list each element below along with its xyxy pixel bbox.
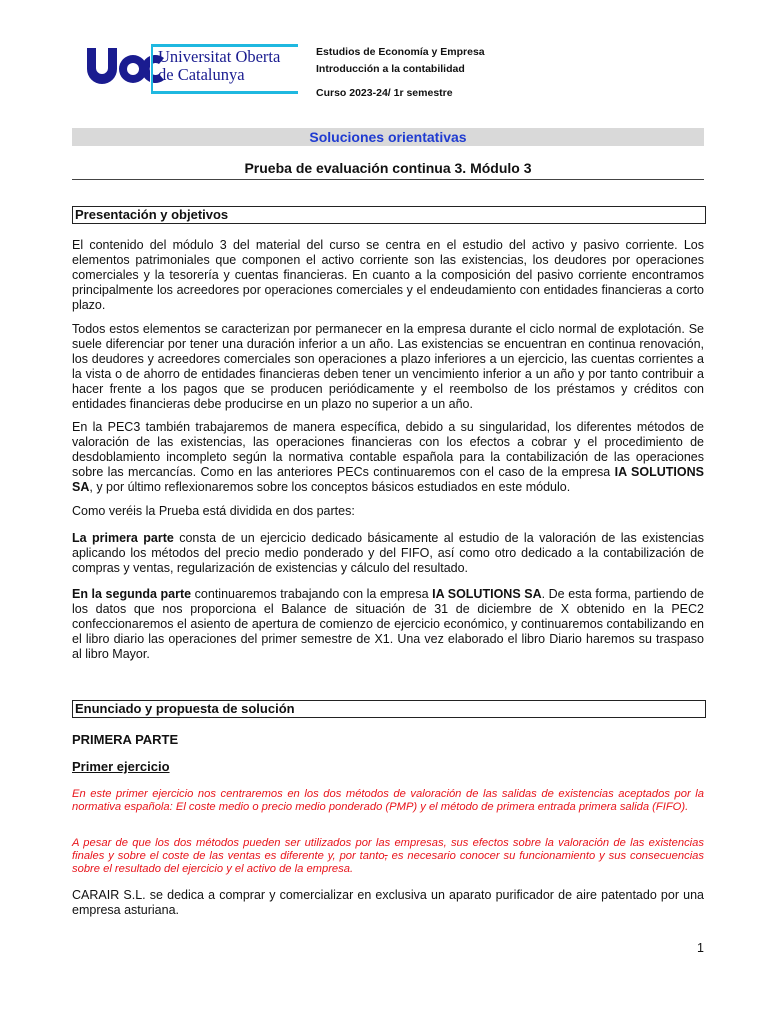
instruction-note-2: A pesar de que los dos métodos pueden ser utilizados por las empresas, sus efectos sobre la valoración de las existencias finales y sobre el coste de las ventas es diferente y, por tanto, es necesario conocer su funcionamiento y sus consecuencias sobre el resultado del ejercicio y el activo de la empresa. xyxy=(72,837,704,875)
brand-name-line2: de Catalunya xyxy=(158,65,245,84)
paragraph-4: Como veréis la Prueba está dividida en dos partes: xyxy=(72,504,355,518)
exercise-statement: CARAIR S.L. se dedica a comprar y comercializar en exclusiva un aparato purificador de aire patentado por una empresa asturiana. xyxy=(72,888,704,917)
paragraph-3: En la PEC3 también trabajaremos de manera específica, debido a su singularidad, los diferentes métodos de valoración de las existencias, las operaciones financieras con los efectos a cobrar y el procedimiento de desdoblamiento incompleto según la normativa contable española para la contabilización de las operaciones sobre las mercancías. Como en las anteriores PECs continuaremos con el caso de la empresa IA SOLUTIONS SA, y por último reflexionaremos sobre los conceptos básicos estudiados en este módulo. xyxy=(72,420,704,494)
section-heading-presentacion: Presentación y objetivos xyxy=(72,206,706,224)
exercise-heading: Primer ejercicio xyxy=(72,759,170,774)
part-heading: PRIMERA PARTE xyxy=(72,732,179,747)
paragraph-6: En la segunda parte continuaremos trabajando con la empresa IA SOLUTIONS SA. De esta forma, partiendo de los datos que nos proporciona el Balance de situación de 31 de diciembre de X obtenido en la PEC2 confeccionaremos el asiento de apertura de comienzo de ejercicio económico, y continuaremos contabilizando en el libro diario las operaciones del primer semestre de X1. Una vez elaborado el libro Diario haremos su traspaso al libro Mayor. xyxy=(72,587,704,661)
page-number: 1 xyxy=(697,941,704,955)
header-course: Curso 2023-24/ 1r semestre xyxy=(316,87,453,99)
course-header xyxy=(316,44,485,102)
paragraph-1: El contenido del módulo 3 del material del curso se centra en el estudio del activo y pasivo corriente. Los elementos patrimoniales que componen el activo corriente son las existencias, los deudores por operaciones comerciales y la tesorería y cuentas financieras. En cuanto a la composición del pasivo corriente encontramos principalmente los acreedores por operaciones comerciales y el endeudamiento con entidades financieras a corto plazo. xyxy=(72,238,704,312)
title-band: Soluciones orientativas xyxy=(72,128,704,146)
paragraph-5: La primera parte consta de un ejercicio dedicado básicamente al estudio de la valoración de las existencias aplicando los métodos del precio medio ponderado y del FIFO, así como otro dedicado a la contabilización de compras y ventas, regularización de existencias y cálculo del resultado. xyxy=(72,531,704,575)
paragraph-2: Todos estos elementos se caracterizan por permanecer en la empresa durante el ciclo normal de explotación. Se suele diferenciar por tener una duración inferior a un año. Las existencias se encuentran en continua renovación, los deudores y acreedores comerciales son operaciones a plazo inferiores a un ejercicio, las cuentas corrientes a la vista o de ahorro de entidades financieras deben tener un vencimiento inferior a un año y por tanto contribuir a hacer frente a los pagos que se producen periódicamente y el reembolso de los préstamos y créditos con entidades financieras debe producirse en un plazo no superior a un año. xyxy=(72,322,704,411)
brand-name-line1: Universitat Oberta xyxy=(158,47,281,66)
header-faculty: Estudios de Economía y Empresa xyxy=(316,46,485,58)
section-heading-enunciado: Enunciado y propuesta de solución xyxy=(72,700,706,718)
company-name: IA SOLUTIONS SA xyxy=(72,464,704,494)
page-title: Prueba de evaluación continua 3. Módulo 3 xyxy=(72,159,704,180)
instruction-note-1: En este primer ejercicio nos centraremos en los dos métodos de valoración de las salidas de existencias aceptados por la normativa española: El coste medio o precio medio ponderado (PMP) y el método de primera entrada primera salida (FIFO). xyxy=(72,788,704,813)
uoc-logo xyxy=(86,44,298,94)
header-subject: Introducción a la contabilidad xyxy=(316,63,465,75)
